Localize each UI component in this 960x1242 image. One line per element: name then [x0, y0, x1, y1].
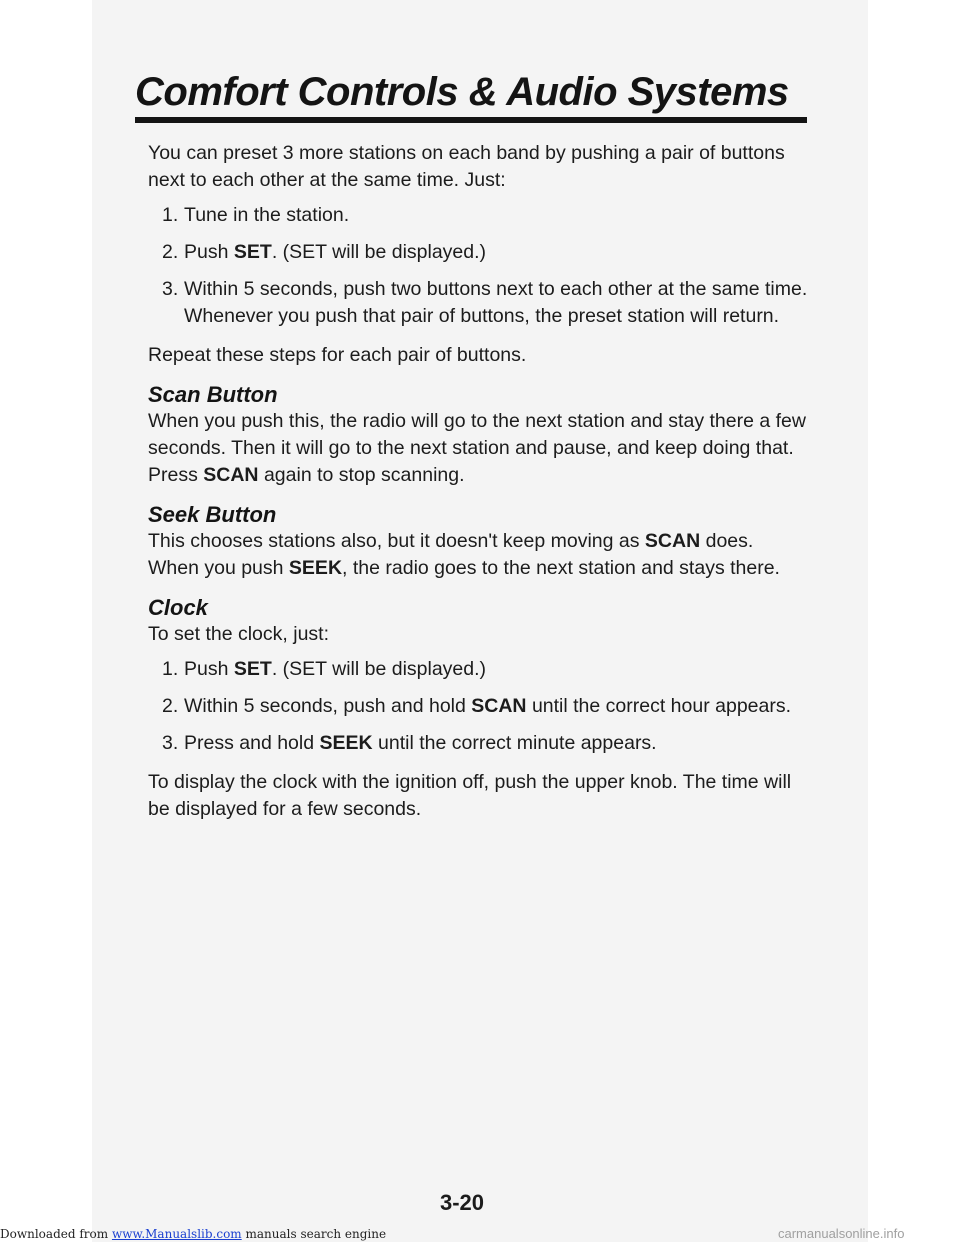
preset-step-1	[148, 202, 808, 229]
clock-steps-list	[148, 656, 808, 757]
scan-paragraph	[148, 408, 808, 489]
step-number: 1.	[162, 658, 179, 680]
download-footer	[0, 1227, 386, 1241]
text-part: , the radio goes to the next station and stays there.	[342, 557, 780, 579]
step-number: 1.	[162, 204, 179, 226]
keyword-set: SET	[233, 241, 272, 263]
clock-step-1	[148, 656, 808, 683]
step-text	[184, 239, 808, 266]
step-text-part: until the correct minute appears.	[372, 732, 657, 754]
header-rule	[135, 117, 807, 123]
clock-outro: To display the clock with the ignition off, push the upper knob. The time will be displayed for a few seconds.	[148, 771, 792, 820]
step-text-part: Within 5 seconds, push two buttons next to each other at the same time. Whenever you push that pair of buttons, the preset station will return.	[184, 278, 808, 327]
step-text-part: until the correct hour appears.	[526, 695, 792, 717]
repeat-paragraph: Repeat these steps for each pair of buttons.	[148, 344, 527, 366]
text-part: This chooses stations also, but it doesn't keep moving as	[148, 530, 645, 552]
text-part: does. When you push	[148, 530, 754, 579]
seek-button-heading: Seek Button	[148, 502, 277, 527]
clock-heading: Clock	[148, 595, 208, 620]
step-text	[184, 202, 808, 229]
keyword-scan: SCAN	[471, 695, 527, 717]
keyword-scan: SCAN	[644, 530, 701, 552]
step-text-part: . (SET will be displayed.)	[271, 241, 487, 263]
site-watermark: carmanualsonline.info	[778, 1226, 905, 1241]
step-number: 2.	[162, 241, 179, 263]
step-text-part: Tune in the station.	[184, 204, 350, 226]
step-text	[184, 276, 808, 330]
page-content	[148, 140, 808, 835]
step-text-part: Press and hold	[184, 732, 320, 754]
step-text	[184, 730, 808, 757]
text-part: When you push this, the radio will go to the next station and stay there a few seconds. Then it will go to the next station and pause, and keep doing that. Press	[148, 410, 806, 486]
text-part: again to stop scanning.	[258, 464, 465, 486]
preset-step-2	[148, 239, 808, 266]
footer-suffix: manuals search engine	[241, 1227, 387, 1241]
step-number: 3.	[162, 732, 179, 754]
keyword-set: SET	[233, 658, 272, 680]
step-number: 2.	[162, 695, 179, 717]
scan-button-heading: Scan Button	[148, 382, 278, 407]
preset-steps-list	[148, 202, 808, 330]
clock-step-3	[148, 730, 808, 757]
footer-prefix: Downloaded from	[0, 1227, 112, 1241]
step-text	[184, 656, 808, 683]
seek-paragraph	[148, 528, 808, 582]
step-text-part: . (SET will be displayed.)	[271, 658, 487, 680]
step-number: 3.	[162, 278, 179, 300]
manualslib-link[interactable]: www.Manualslib.com	[111, 1227, 242, 1241]
step-text-part: Push	[184, 241, 234, 263]
keyword-scan: SCAN	[203, 464, 259, 486]
page-header-title: Comfort Controls & Audio Systems	[135, 70, 789, 114]
step-text-part: Within 5 seconds, push and hold	[184, 695, 472, 717]
preset-step-3	[148, 276, 808, 330]
step-text	[184, 693, 808, 720]
step-text-part: Push	[184, 658, 234, 680]
keyword-seek: SEEK	[288, 557, 343, 579]
clock-step-2	[148, 693, 808, 720]
intro-paragraph: You can preset 3 more stations on each band by pushing a pair of buttons next to each other at the same time. Just:	[148, 142, 785, 191]
keyword-seek: SEEK	[319, 732, 373, 754]
clock-intro: To set the clock, just:	[148, 623, 329, 645]
page-number: 3-20	[440, 1190, 485, 1215]
